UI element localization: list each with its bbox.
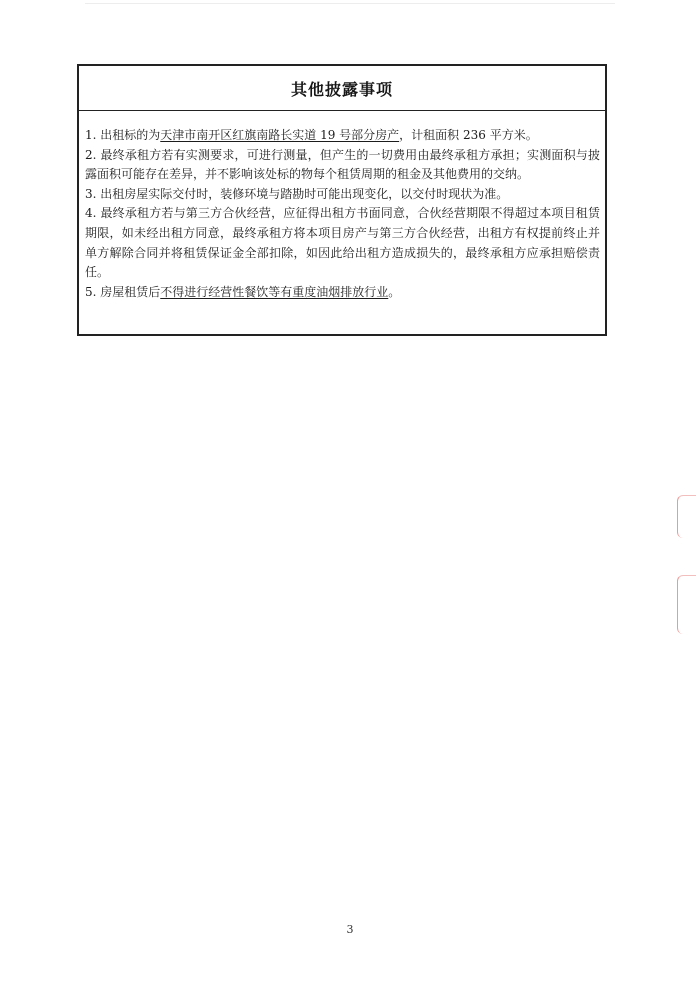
disclosure-title: 其他披露事项 (79, 66, 605, 111)
scan-edge-line (85, 3, 615, 4)
item-5-prefix: 5. 房屋租赁后 (85, 284, 161, 299)
item-1-prefix: 1. 出租标的为 (85, 128, 161, 142)
item-5-restriction: 不得进行经营性餐饮等有重度油烟排放行业 (160, 284, 389, 299)
item-1-area: ，计租面积 236 平方米。 (399, 128, 538, 142)
item-4-text: 4. 最终承租方若与第三方合伙经营，应征得出租方书面同意，合伙经营期限不得超过本项目租赁期限，如未经出租方同意，最终承租方将本项目房产与第三方合伙经营，出租方有权提前终止并单方解除合同并将租赁保证金全部扣除，如因此给出租方造成损失的，最终承租方应承担赔偿责任。 (85, 206, 600, 280)
item-1-address: 天津市南开区红旗南路长实道 19 号部分房产 (160, 128, 400, 142)
disclosure-items (79, 111, 605, 302)
item-3-text: 3. 出租房屋实际交付时，装修环境与踏勘时可能出现变化，以交付时现状为准。 (85, 186, 509, 201)
seal-edge-mark (677, 575, 696, 634)
page-number: 3 (346, 923, 354, 936)
item-2-text: 2. 最终承租方若有实测要求，可进行测量，但产生的一切费用由最终承租方承担；实测面积与披露面积可能存在差异，并不影响该处标的物每个租赁周期的租金及其他费用的交纳。 (85, 147, 600, 182)
disclosure-table (77, 64, 607, 336)
disclosure-item-3 (85, 185, 600, 205)
disclosure-item-2 (85, 146, 600, 185)
item-5-suffix: 。 (388, 284, 401, 299)
disclosure-item-4 (85, 204, 600, 282)
seal-edge-mark (677, 495, 696, 538)
disclosure-item-1 (85, 126, 600, 146)
disclosure-item-5 (85, 283, 600, 303)
